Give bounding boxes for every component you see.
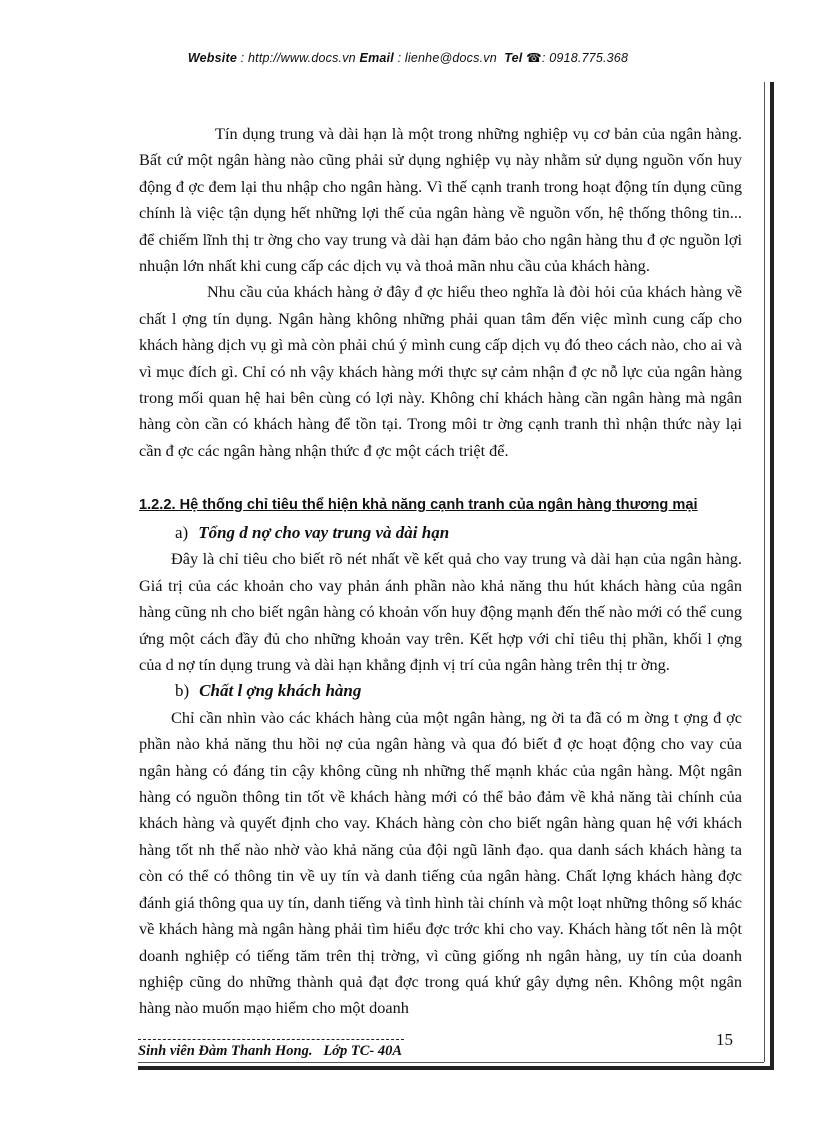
section-heading: 1.2.2. Hệ thống chỉ tiêu thể hiện khả năng cạnh tranh của ngân hàng thương mại: [139, 497, 698, 513]
tel-value: : 0918.775.368: [541, 51, 629, 65]
footer-class: Lớp TC- 40A: [323, 1043, 402, 1059]
paragraph-2: Nhu cầu của khách hàng ở đây đ ợc hiểu theo nghĩa là đòi hỏi của khách hàng về chất l ợng tín dụng. Ngân hàng không những phải quan tâm đến việc mình cung cấp cho khách hàng dịch vụ gì mà còn phải chú ý mình cung cấp dịch vụ đó theo cách nào, cho ai và vì mục đích gì. Chỉ có nh vậy khách hàng mới thực sự cảm nhận đ ợc nỗ lực của ngân hàng trong mối quan hệ hai bên cùng có lợi này. Không chỉ khách hàng cần ngân hàng mà ngân hàng còn cần có khách hàng để tồn tại. Trong môi tr ờng cạnh tranh thì nhận thức này lại cần đ ợc các ngân hàng nhận thức đ ợc một cách triệt để.: [139, 282, 742, 460]
page-header: [0, 50, 816, 65]
subheading-a-title: Tổng d nợ cho vay trung và dài hạn: [198, 523, 450, 542]
page-border-bottom-inner: [138, 1062, 764, 1063]
paragraph-1: Tín dụng trung và dài hạn là một trong những nghiệp vụ cơ bản của ngân hàng. Bất cứ một ngân hàng nào cũng phải sử dụng nghiệp vụ này nhằm sử dụng nguồn vốn huy động đ ợc đem lại thu nhập cho ngân hàng. Vì thế cạnh tranh trong hoạt động tín dụng cũng chính là việc tận dụng hết những lợi thế của ngân hàng về nguồn vốn, hệ thống thông tin... để chiếm lĩnh thị tr ờng cho vay trung và dài hạn đảm bảo cho ngân hàng thu đ ợc nguồn lợi nhuận lớn nhất khi cung cấp các dịch vụ và thoả mãn nhu cầu của khách hàng.: [139, 124, 742, 276]
email-label: Email: [359, 51, 394, 65]
section-1-2-2: [139, 497, 742, 513]
footer: [138, 1043, 402, 1060]
page-number: 15: [716, 1030, 733, 1049]
subheading-a: [175, 520, 742, 546]
subheading-b: [175, 678, 742, 704]
subheading-b-label: b): [175, 681, 190, 701]
page-border-right: [770, 82, 774, 1068]
tel-label: Tel: [504, 51, 523, 65]
website-value[interactable]: : http://www.docs.vn: [240, 51, 356, 65]
intro-text: [139, 121, 742, 464]
section-body: [139, 520, 742, 1022]
paragraph-b: Chỉ cần nhìn vào các khách hàng của một ngân hàng, ng ời ta đã có m ờng t ợng đ ợc phần nào khả năng thu hồi nợ của ngân hàng và qua đó biết đ ợc hoạt động cho vay của ngân hàng có đáng tin cậy không cũng nh những thế mạnh khác của ngân hàng. Một ngân hàng có nguồn thông tin tốt về khách hàng mới có thể bảo đảm về khả năng tài chính của khách hàng và quyết định cho vay. Khách hàng còn cho biết ngân hàng quan hệ với khách hàng tốt nh thế nào nhờ vào khả năng của đội ngũ lãnh đạo. qua danh sách khách hàng ta còn có thể có thông tin về uy tín và danh tiếng của ngân hàng. Chất lợng khách hàng đợc đánh giá thông qua uy tín, danh tiếng và tình hình tài chính và một loạt những thông số khác về khách hàng mà ngân hàng phải tìm hiểu đợc trớc khi cho vay. Khách hàng tốt nên là một doanh nghiệp có tiếng tăm trên thị trờng, vì cũng giống nh ngân hàng, uy tín của doanh nghiệp cũng do những thành quả đạt đợc trong quá khứ gây dựng nên. Không một ngân hàng nào muốn mạo hiểm cho một doanh: [139, 707, 742, 1018]
website-label: Website: [187, 51, 237, 65]
subheading-b-title: Chất l ợng khách hàng: [199, 681, 362, 701]
footer-divider: [138, 1039, 404, 1040]
footer-author: Sinh viên Đàm Thanh Hong.: [138, 1043, 313, 1059]
page-border-right-inner: [764, 82, 765, 1062]
phone-icon: ☎: [526, 51, 542, 65]
page-border-bottom: [138, 1066, 774, 1070]
paragraph-a: Đây là chỉ tiêu cho biết rõ nét nhất về kết quả cho vay trung và dài hạn của ngân hàng. Giá trị của các khoản cho vay phản ánh phần nào khả năng thu hút khách hàng của ngân hàng cũng nh cho biết ngân hàng có khoản vốn huy động mạnh đến thế nào mới có thể cung ứng một cách đầy đủ cho những khoản vay trên. Kết hợp với chỉ tiêu thị phần, khối l ợng của d nợ tín dụng trung và dài hạn khẳng định vị trí của ngân hàng trên thị tr ờng.: [139, 549, 742, 675]
email-value[interactable]: : lienhe@docs.vn: [397, 51, 497, 65]
subheading-a-label: a): [175, 523, 189, 542]
